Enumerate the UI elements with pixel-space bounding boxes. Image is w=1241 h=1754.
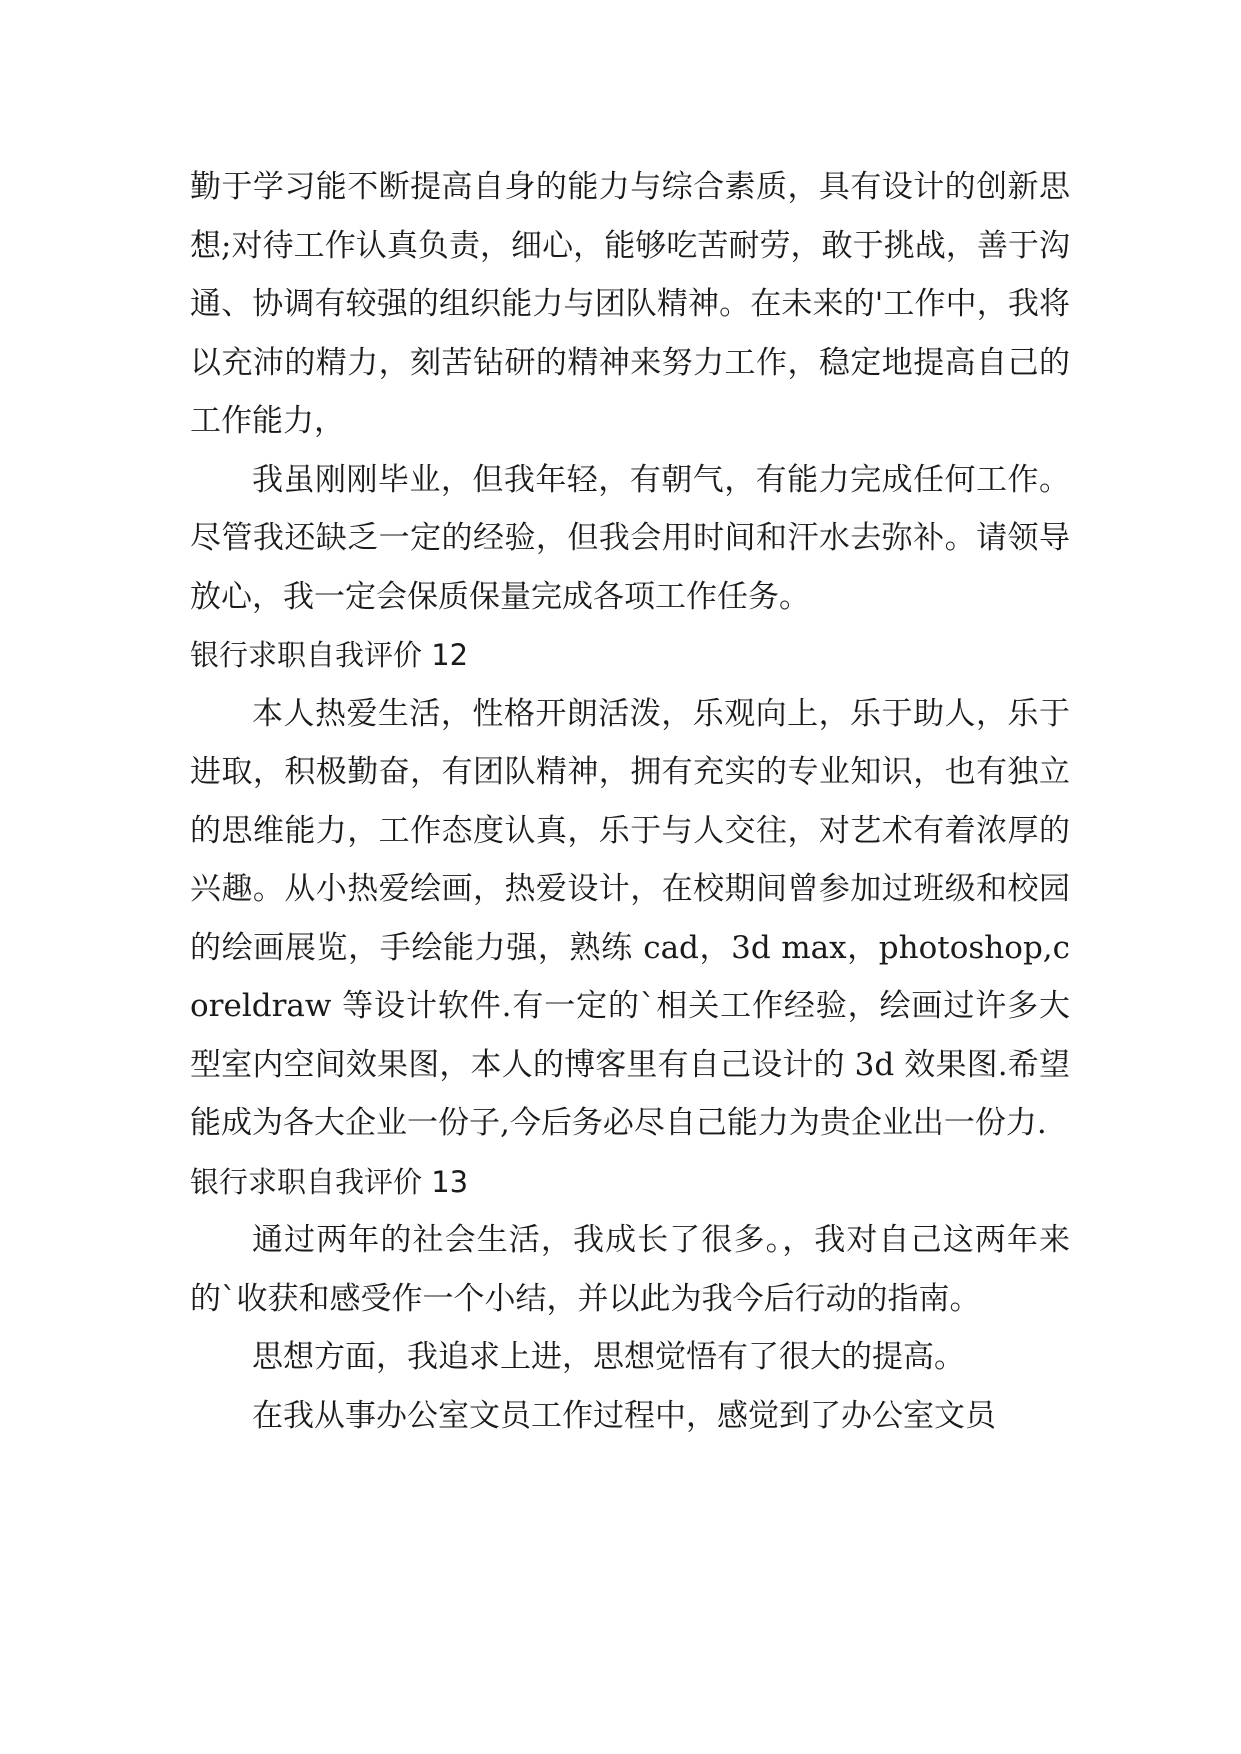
paragraph-graduate: 我虽刚刚毕业，但我年轻，有朝气，有能力完成任何工作。尽管我还缺乏一定的经验，但我会用时间和汗水去弥补。请领导放心，我一定会保质保量完成各项工作任务。 [190, 461, 1070, 615]
document-body [190, 158, 1070, 1445]
paragraph-intro: 勤于学习能不断提高自身的能力与综合素质，具有设计的创新思想;对待工作认真负责，细心，能够吃苦耐劳，敢于挑战，善于沟通、协调有较强的组织能力与团队精神。在未来的'工作中，我将以充沛的精力，刻苦钻研的精神来努力工作，稳定地提高自己的工作能力， [190, 169, 1070, 439]
paragraph-social-life: 通过两年的社会生活，我成长了很多。，我对自己这两年来的`收获和感受作一个小结，并以此为我今后行动的指南。 [190, 1222, 1070, 1317]
section-heading-13: 银行求职自我评价 13 [190, 1164, 469, 1199]
paragraph-thought: 思想方面，我追求上进，思想觉悟有了很大的提高。 [252, 1339, 965, 1375]
paragraph-section-12: 本人热爱生活，性格开朗活泼，乐观向上，乐于助人，乐于进取，积极勤奋，有团队精神，拥有充实的专业知识，也有独立的思维能力，工作态度认真，乐于与人交往，对艺术有着浓厚的兴趣。从小热爱绘画，热爱设计，在校期间曾参加过班级和校园的绘画展览，手绘能力强，熟练 cad，3d max，photoshop,coreldraw 等设计软件.有一定的`相关工作经验，绘画过许多大型室内空间效果图，本人的博客里有自己设计的 3d 效果图.希望能成为各大企业一份子,今后务必尽自己能力为贵企业出一份力. [190, 695, 1070, 1141]
section-heading-12: 银行求职自我评价 12 [190, 638, 469, 672]
paragraph-office-clerk: 在我从事办公室文员工作过程中，感觉到了办公室文员 [252, 1397, 996, 1434]
